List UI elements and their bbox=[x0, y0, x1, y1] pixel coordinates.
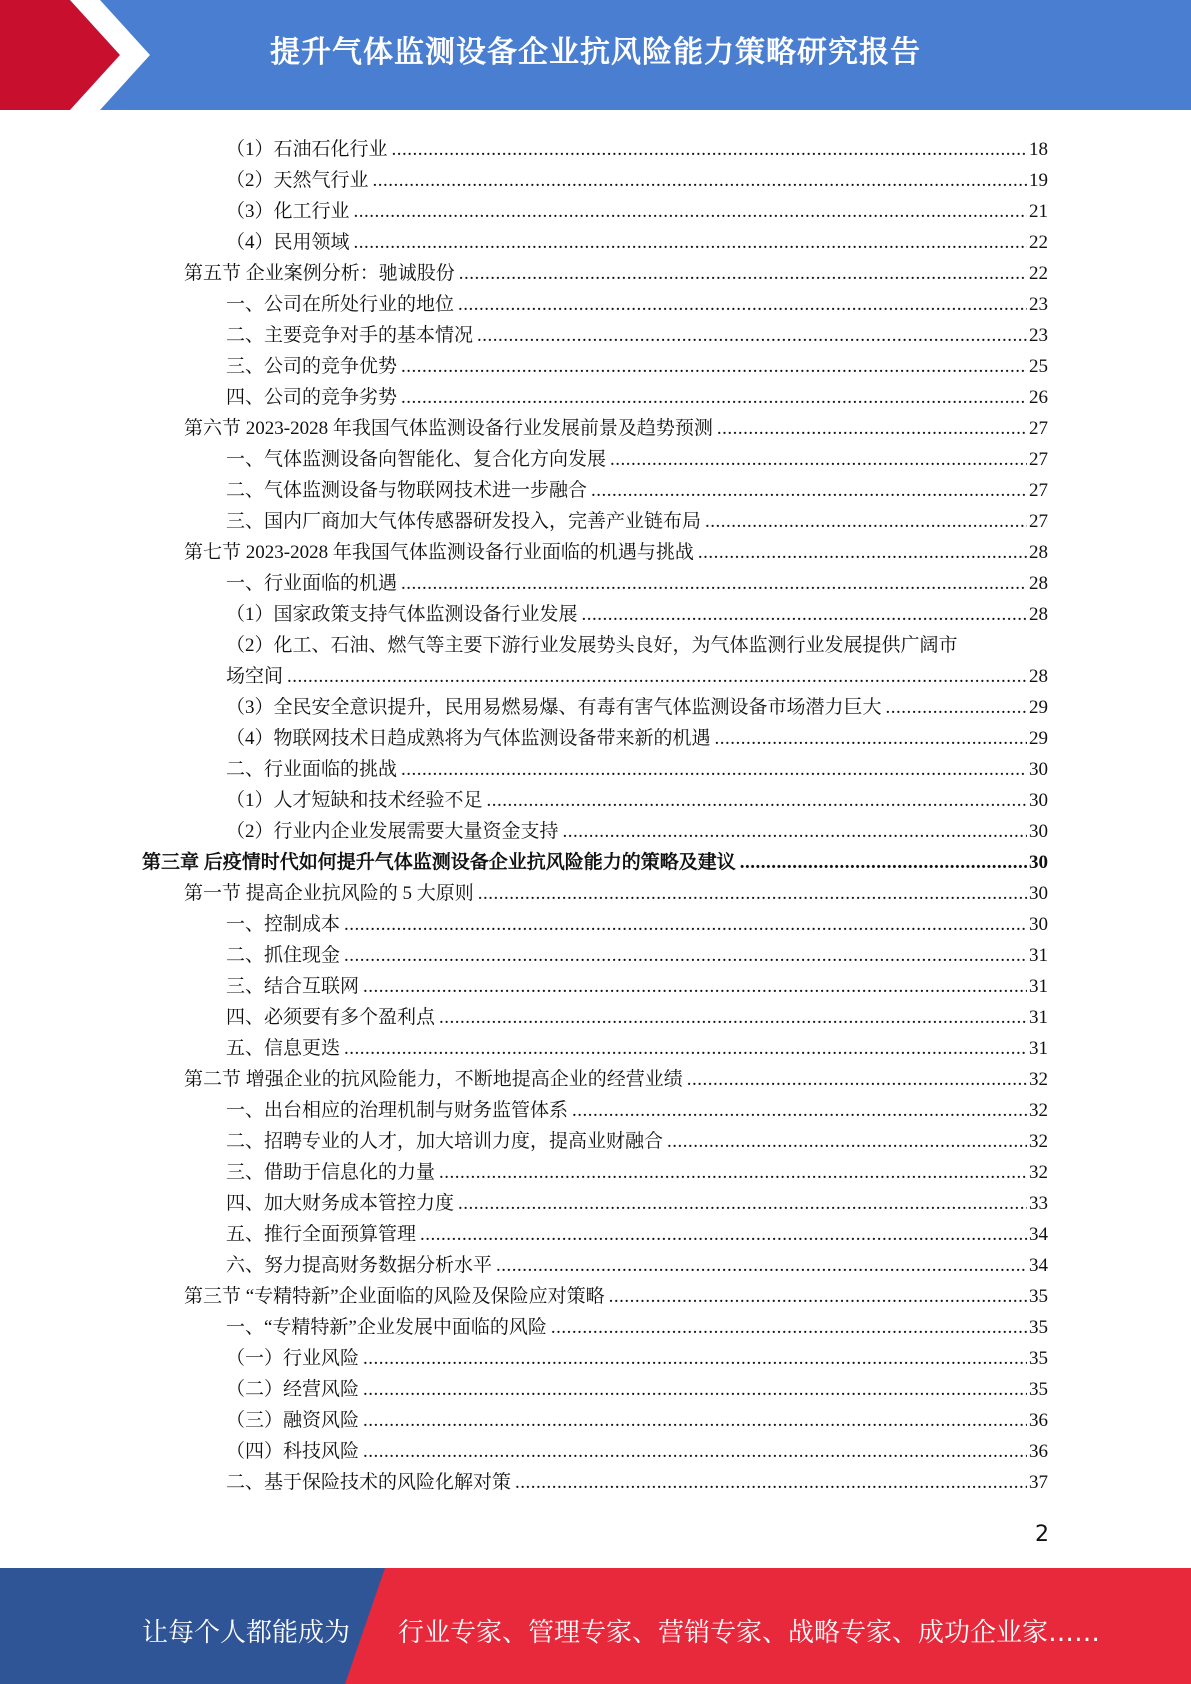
toc-entry[interactable] bbox=[226, 593, 1048, 624]
footer-slogan-left: 让每个人都能成为 bbox=[142, 1618, 351, 1648]
toc-leader-dots bbox=[610, 450, 1027, 469]
toc-entry[interactable] bbox=[184, 252, 1048, 283]
toc-page-number: 32 bbox=[1029, 1162, 1048, 1183]
toc-entry-title: （4）民用领域 bbox=[226, 232, 350, 253]
toc-entry-title: 六、努力提高财务数据分析水平 bbox=[226, 1255, 493, 1276]
toc-page-number: 27 bbox=[1029, 480, 1048, 501]
toc-page-number: 26 bbox=[1029, 387, 1048, 408]
page-header bbox=[0, 0, 1191, 110]
toc-entry[interactable] bbox=[226, 190, 1048, 221]
toc-entry-wrapped[interactable]: （2）化工、石油、燃气等主要下游行业发展势头良好，为气体监测行业发展提供广阔市 bbox=[226, 635, 958, 656]
toc-leader-dots bbox=[392, 140, 1027, 159]
toc-leader-dots bbox=[344, 946, 1027, 965]
toc-page-number: 32 bbox=[1029, 1131, 1048, 1152]
toc-leader-dots bbox=[609, 1287, 1027, 1306]
toc-entry[interactable] bbox=[226, 1461, 1048, 1492]
toc-entry-title: 三、国内厂商加大气体传感器研发投入，完善产业链布局 bbox=[226, 511, 702, 532]
toc-entry[interactable] bbox=[226, 1213, 1048, 1244]
toc-entry[interactable] bbox=[226, 1151, 1048, 1182]
toc-entry[interactable] bbox=[226, 996, 1048, 1027]
toc-leader-dots bbox=[354, 202, 1027, 221]
toc-entry-title: （1）人才短缺和技术经验不足 bbox=[226, 790, 483, 811]
toc-entry[interactable] bbox=[226, 934, 1048, 965]
toc-page-number: 28 bbox=[1029, 666, 1048, 687]
toc-entry-title: 二、气体监测设备与物联网技术进一步融合 bbox=[226, 480, 588, 501]
toc-leader-dots bbox=[572, 1101, 1027, 1120]
toc-chapter-entry[interactable] bbox=[142, 841, 1048, 872]
toc-page-number: 33 bbox=[1029, 1193, 1048, 1214]
toc-leader-dots bbox=[705, 512, 1027, 531]
toc-entry[interactable] bbox=[226, 128, 1048, 159]
toc-page-number: 25 bbox=[1029, 356, 1048, 377]
toc-entry-title: 三、结合互联网 bbox=[226, 976, 360, 997]
toc-page-number: 30 bbox=[1029, 883, 1048, 904]
toc-entry-title: 三、借助于信息化的力量 bbox=[226, 1162, 436, 1183]
toc-leader-dots bbox=[740, 853, 1027, 872]
toc-page-number: 28 bbox=[1029, 573, 1048, 594]
toc-leader-dots bbox=[477, 326, 1027, 345]
toc-page-number: 34 bbox=[1029, 1224, 1048, 1245]
toc-leader-dots bbox=[363, 1380, 1027, 1399]
toc-entry[interactable] bbox=[226, 314, 1048, 345]
toc-entry[interactable] bbox=[184, 407, 1048, 438]
toc-leader-dots bbox=[698, 543, 1027, 562]
toc-leader-dots bbox=[439, 1163, 1027, 1182]
toc-leader-dots bbox=[459, 264, 1027, 283]
toc-entry[interactable] bbox=[226, 1430, 1048, 1461]
toc-entry-title: （1）石油石化行业 bbox=[226, 139, 388, 160]
toc-entry[interactable] bbox=[226, 562, 1048, 593]
toc-leader-dots bbox=[401, 760, 1027, 779]
toc-leader-dots bbox=[344, 1039, 1027, 1058]
toc-entry-title: 二、主要竞争对手的基本情况 bbox=[226, 325, 474, 346]
toc-entry[interactable] bbox=[226, 686, 1048, 717]
toc-page-number: 31 bbox=[1029, 1038, 1048, 1059]
toc-leader-dots bbox=[401, 574, 1027, 593]
toc-entry-title: （3）全民安全意识提升，民用易燃易爆、有毒有害气体监测设备市场潜力巨大 bbox=[226, 697, 882, 718]
toc-entry-title: 三、公司的竞争优势 bbox=[226, 356, 398, 377]
toc-page-number: 36 bbox=[1029, 1410, 1048, 1431]
toc-entry[interactable] bbox=[226, 469, 1048, 500]
toc-entry[interactable] bbox=[226, 1089, 1048, 1120]
toc-entry[interactable] bbox=[184, 1058, 1048, 1089]
toc-entry[interactable] bbox=[226, 810, 1048, 841]
toc-page-number: 29 bbox=[1029, 697, 1048, 718]
toc-leader-dots bbox=[515, 1473, 1027, 1492]
toc-page-number: 32 bbox=[1029, 1100, 1048, 1121]
toc-entry[interactable] bbox=[226, 221, 1048, 252]
toc-page-number: 28 bbox=[1029, 542, 1048, 563]
toc-entry-title: 五、推行全面预算管理 bbox=[226, 1224, 417, 1245]
toc-leader-dots bbox=[363, 977, 1027, 996]
toc-entry[interactable] bbox=[226, 345, 1048, 376]
toc-entry-title: 第五节 企业案例分析：驰诚股份 bbox=[184, 263, 455, 284]
page-footer bbox=[0, 1568, 1191, 1684]
toc-leader-dots bbox=[496, 1256, 1027, 1275]
toc-entry[interactable] bbox=[184, 872, 1048, 903]
toc-entry-title: （二）经营风险 bbox=[226, 1379, 360, 1400]
toc-leader-dots bbox=[717, 419, 1027, 438]
toc-entry[interactable] bbox=[184, 1275, 1048, 1306]
toc-entry-title: 二、基于保险技术的风险化解对策 bbox=[226, 1472, 512, 1493]
toc-entry-title: 第二节 增强企业的抗风险能力，不断地提高企业的经营业绩 bbox=[184, 1069, 683, 1090]
toc-entry-title: （三）融资风险 bbox=[226, 1410, 360, 1431]
report-title: 提升气体监测设备企业抗风险能力策略研究报告 bbox=[270, 35, 921, 70]
toc-page-number: 30 bbox=[1029, 914, 1048, 935]
toc-page-number: 27 bbox=[1029, 418, 1048, 439]
footer-slogan-right: 行业专家、管理专家、营销专家、战略专家、成功企业家…… bbox=[398, 1618, 1101, 1648]
toc-leader-dots bbox=[591, 481, 1027, 500]
toc-page-number: 23 bbox=[1029, 294, 1048, 315]
toc-entry-title: （2）行业内企业发展需要大量资金支持 bbox=[226, 821, 559, 842]
toc-leader-dots bbox=[401, 357, 1027, 376]
toc-entry-title: （2）天然气行业 bbox=[226, 170, 369, 191]
toc-entry-title: 一、公司在所处行业的地位 bbox=[226, 294, 455, 315]
toc-page-number: 36 bbox=[1029, 1441, 1048, 1462]
toc-page-number: 31 bbox=[1029, 945, 1048, 966]
toc-page-number: 31 bbox=[1029, 976, 1048, 997]
toc-leader-dots bbox=[886, 698, 1027, 717]
toc-entry[interactable] bbox=[226, 1182, 1048, 1213]
toc-page-number: 35 bbox=[1029, 1379, 1048, 1400]
toc-page-number: 35 bbox=[1029, 1286, 1048, 1307]
toc-entry-title: 第一节 提高企业抗风险的 5 大原则 bbox=[184, 883, 474, 904]
page-number: 2 bbox=[1035, 1522, 1049, 1547]
toc-entry[interactable] bbox=[226, 655, 1048, 686]
toc-entry-title: 一、控制成本 bbox=[226, 914, 341, 935]
toc-entry-title: 一、行业面临的机遇 bbox=[226, 573, 398, 594]
toc-leader-dots bbox=[478, 884, 1027, 903]
toc-entry-title: 场空间 bbox=[226, 666, 284, 687]
toc-leader-dots bbox=[563, 822, 1027, 841]
toc-page-number: 28 bbox=[1029, 604, 1048, 625]
toc-entry-title: 一、气体监测设备向智能化、复合化方向发展 bbox=[226, 449, 607, 470]
toc-entry-title: 一、出台相应的治理机制与财务监管体系 bbox=[226, 1100, 569, 1121]
toc-entry[interactable] bbox=[226, 779, 1048, 810]
toc-entry[interactable] bbox=[226, 283, 1048, 314]
toc-leader-dots bbox=[687, 1070, 1027, 1089]
toc-page-number: 35 bbox=[1029, 1317, 1048, 1338]
toc-page-number: 27 bbox=[1029, 449, 1048, 470]
toc-entry-title: 第三章 后疫情时代如何提升气体监测设备企业抗风险能力的策略及建议 bbox=[142, 852, 736, 873]
toc-leader-dots bbox=[458, 295, 1027, 314]
toc-page-number: 31 bbox=[1029, 1007, 1048, 1028]
toc-entry-title: 四、加大财务成本管控力度 bbox=[226, 1193, 455, 1214]
toc-page-number: 32 bbox=[1029, 1069, 1048, 1090]
toc-page-number: 29 bbox=[1029, 728, 1048, 749]
toc-page-number: 37 bbox=[1029, 1472, 1048, 1493]
toc-entry[interactable] bbox=[226, 1027, 1048, 1058]
toc-page-number: 22 bbox=[1029, 263, 1048, 284]
toc-entry[interactable] bbox=[226, 903, 1048, 934]
toc-page-number: 18 bbox=[1029, 139, 1048, 160]
toc-entry[interactable] bbox=[226, 965, 1048, 996]
toc-entry-title: （4）物联网技术日趋成熟将为气体监测设备带来新的机遇 bbox=[226, 728, 711, 749]
toc-entry-title: （3）化工行业 bbox=[226, 201, 350, 222]
toc-entry[interactable] bbox=[226, 717, 1048, 748]
toc-leader-dots bbox=[487, 791, 1027, 810]
toc-entry[interactable] bbox=[226, 1120, 1048, 1151]
toc-entry-title: （四）科技风险 bbox=[226, 1441, 360, 1462]
toc-entry-title: 第三节 “专精特新”企业面临的风险及保险应对策略 bbox=[184, 1286, 605, 1307]
toc-leader-dots bbox=[363, 1442, 1027, 1461]
toc-entry-title: 二、行业面临的挑战 bbox=[226, 759, 398, 780]
toc-leader-dots bbox=[344, 915, 1027, 934]
toc-page-number: 22 bbox=[1029, 232, 1048, 253]
toc-leader-dots bbox=[439, 1008, 1027, 1027]
toc-page-number: 21 bbox=[1029, 201, 1048, 222]
toc-entry[interactable] bbox=[226, 1399, 1048, 1430]
toc-leader-dots bbox=[401, 388, 1027, 407]
toc-leader-dots bbox=[354, 233, 1027, 252]
toc-entry[interactable] bbox=[226, 1368, 1048, 1399]
toc-entry-title: 一、“专精特新”企业发展中面临的风险 bbox=[226, 1317, 547, 1338]
toc-entry-title: （一）行业风险 bbox=[226, 1348, 360, 1369]
toc-page-number: 30 bbox=[1029, 821, 1048, 842]
toc-leader-dots bbox=[420, 1225, 1027, 1244]
toc-page-number: 34 bbox=[1029, 1255, 1048, 1276]
toc-leader-dots bbox=[715, 729, 1027, 748]
toc-page-number: 27 bbox=[1029, 511, 1048, 532]
toc-page-number: 30 bbox=[1029, 759, 1048, 780]
toc-entry[interactable] bbox=[184, 531, 1048, 562]
toc-entry[interactable] bbox=[226, 159, 1048, 190]
toc-entry[interactable] bbox=[226, 1306, 1048, 1337]
toc-entry[interactable] bbox=[226, 1244, 1048, 1275]
toc-entry-title: （1）国家政策支持气体监测设备行业发展 bbox=[226, 604, 578, 625]
toc-leader-dots bbox=[287, 667, 1027, 686]
toc-entry[interactable] bbox=[226, 438, 1048, 469]
toc-entry-title: 五、信息更迭 bbox=[226, 1038, 341, 1059]
toc-entry[interactable] bbox=[226, 376, 1048, 407]
toc-leader-dots bbox=[667, 1132, 1027, 1151]
toc-page-number: 35 bbox=[1029, 1348, 1048, 1369]
toc-entry[interactable] bbox=[226, 748, 1048, 779]
toc-entry-title: 第六节 2023-2028 年我国气体监测设备行业发展前景及趋势预测 bbox=[184, 418, 713, 439]
toc-entry-title: 二、招聘专业的人才，加大培训力度，提高业财融合 bbox=[226, 1131, 664, 1152]
toc-page-number: 23 bbox=[1029, 325, 1048, 346]
toc-page-number: 30 bbox=[1029, 852, 1048, 873]
toc-leader-dots bbox=[373, 171, 1027, 190]
toc-page-number: 19 bbox=[1029, 170, 1048, 191]
toc-leader-dots bbox=[458, 1194, 1027, 1213]
toc-page-number: 30 bbox=[1029, 790, 1048, 811]
toc-leader-dots bbox=[363, 1411, 1027, 1430]
toc-entry-title: 四、必须要有多个盈利点 bbox=[226, 1007, 436, 1028]
toc-entry-title: 第七节 2023-2028 年我国气体监测设备行业面临的机遇与挑战 bbox=[184, 542, 694, 563]
toc-entry-title: 四、公司的竞争劣势 bbox=[226, 387, 398, 408]
toc-leader-dots bbox=[363, 1349, 1027, 1368]
toc-leader-dots bbox=[551, 1318, 1027, 1337]
toc-entry-title: 二、抓住现金 bbox=[226, 945, 341, 966]
toc-entry[interactable] bbox=[226, 500, 1048, 531]
toc-entry[interactable] bbox=[226, 1337, 1048, 1368]
toc-leader-dots bbox=[582, 605, 1027, 624]
